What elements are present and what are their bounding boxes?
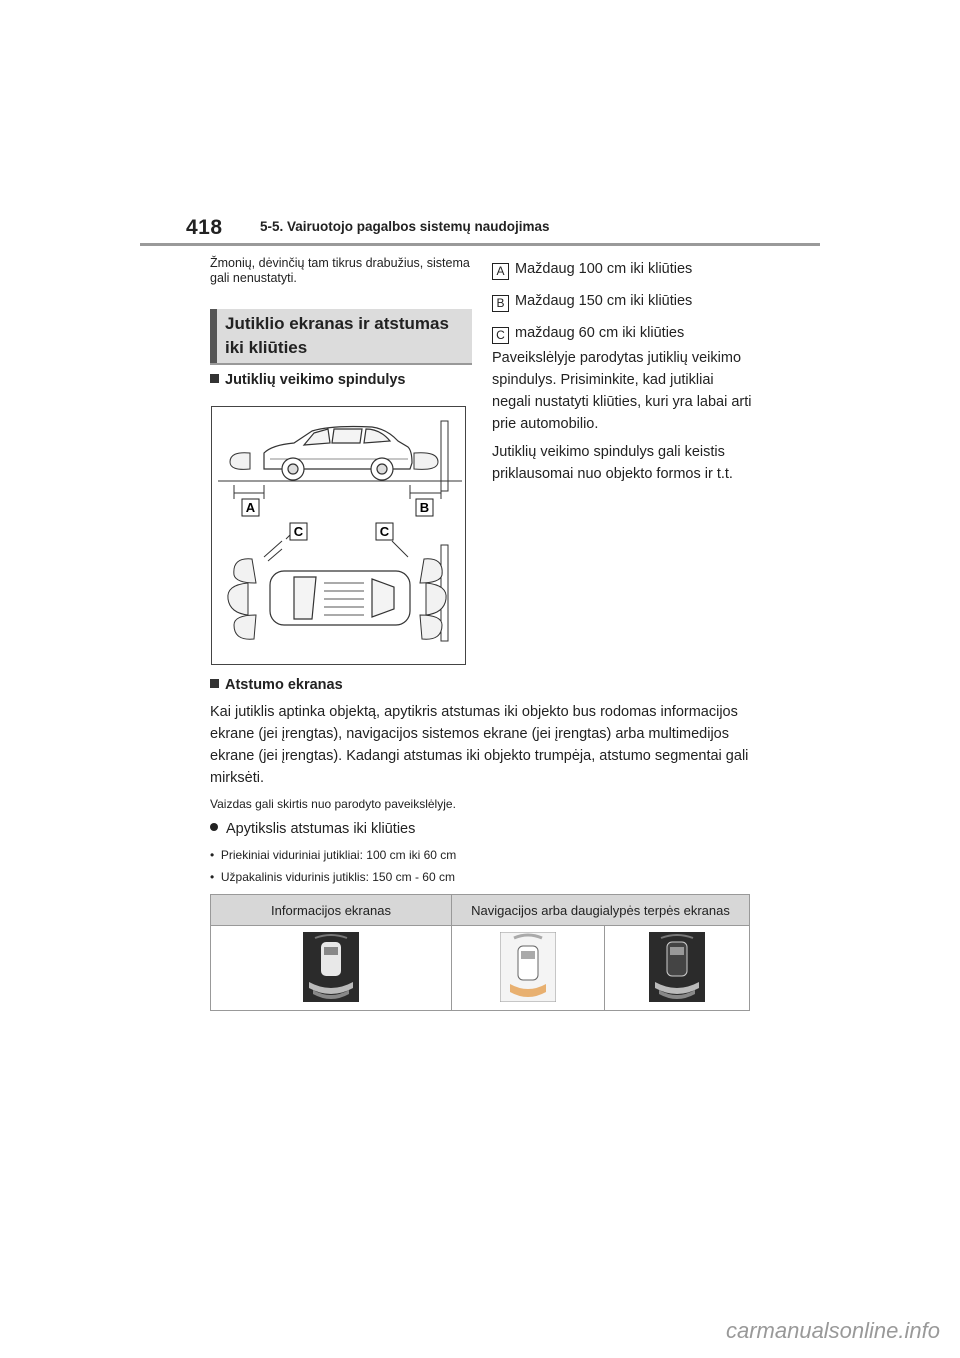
distance-subhead (210, 677, 343, 693)
distance-subhead-text: Atstumo ekranas (225, 677, 343, 693)
nav-display-image-1 (500, 932, 556, 1002)
rear-sensor-lobe (230, 453, 250, 470)
chapter-title: 5-5. Vairuotojo pagalbos sistemų naudojimas (260, 219, 550, 234)
col-nav-display: Navigacijos arba daugialypės terpės ekranas (452, 895, 750, 926)
figure-label-c-left-text: C (293, 524, 304, 539)
range-variation-note: Jutiklių veikimo spindulys gali keistis priklausomai nuo objekto formos ir t.t. (492, 444, 733, 482)
clothing-note: Žmonių, dėvinčių tam tikrus drabužius, sistema gali nenustatyti. (210, 256, 470, 285)
rear-center-lobe (228, 583, 248, 615)
range-description: Paveikslėlyje parodytas jutiklių veikimo spindulys. Prisiminkite, kad jutikliai negali nustatyti kliūties, kuri yra labai arti prie automobilio. (492, 350, 752, 432)
sensor-range-figure (211, 406, 466, 665)
approx-distance-text: Apytikslis atstumas iki kliūties (226, 821, 416, 837)
nav-display-cell-2 (605, 926, 750, 1011)
sensor-range-diagram (212, 407, 465, 664)
legend-text-b: Maždaug 150 cm iki kliūties (515, 293, 693, 309)
info-display-image (303, 932, 359, 1002)
range-subhead-text: Jutiklių veikimo spindulys (225, 372, 406, 388)
section-heading (210, 309, 472, 363)
sub-bullet-rear-text: Užpakalinis vidurinis jutiklis: 150 cm - 60 cm (220, 870, 455, 884)
image-may-differ-note: Vaizdas gali skirtis nuo parodyto paveikslėlyje. (210, 797, 456, 811)
legend-item-a (492, 261, 692, 280)
dim-c-left-leader-2 (268, 549, 282, 561)
info-display-cell (211, 926, 452, 1011)
figure-label-b-text: B (419, 500, 430, 515)
sub-bullet-front-text: Priekiniai viduriniai jutikliai: 100 cm iki 60 cm (220, 848, 457, 862)
square-bullet-icon (210, 374, 219, 383)
col-info-display: Informacijos ekranas (211, 895, 452, 926)
legend-item-c (492, 325, 684, 344)
legend-text-c: maždaug 60 cm iki kliūties (515, 325, 685, 341)
figure-label-a-text: A (245, 500, 256, 515)
nav-display-cell-1 (452, 926, 605, 1011)
header-divider (140, 243, 820, 246)
legend-key-a: A (492, 263, 509, 280)
sub-bullet-rear (210, 870, 455, 884)
figure-label-b (416, 499, 433, 516)
legend-item-b (492, 293, 692, 312)
watermark: carmanualsonline.info (725, 1318, 940, 1343)
figure-label-c-left (290, 523, 307, 540)
section-heading-rule (210, 363, 472, 365)
page-number: 418 (186, 216, 223, 239)
car-side-view (264, 427, 412, 481)
legend-key-c: C (492, 327, 509, 344)
dim-c-left-leader (264, 541, 282, 557)
display-table (210, 894, 750, 1011)
front-left-corner-lobe (420, 559, 442, 583)
rear-left-corner-lobe (234, 559, 256, 583)
legend-text-a: Maždaug 100 cm iki kliūties (515, 261, 693, 277)
front-right-corner-lobe (420, 615, 442, 639)
display-table-header (211, 895, 750, 926)
figure-label-c-right-text: C (379, 524, 390, 539)
display-table-row (211, 926, 750, 1011)
section-heading-line-1: Jutiklio ekranas ir atstumas (225, 314, 449, 333)
dim-c-right-leader (392, 541, 408, 557)
section-heading-line-2: iki kliūties (225, 338, 308, 357)
round-bullet-icon (210, 823, 218, 831)
figure-label-c-right (376, 523, 393, 540)
legend-key-b: B (492, 295, 509, 312)
car-top-view (270, 571, 410, 625)
front-center-lobe (426, 583, 446, 615)
dot-marker: • (210, 870, 221, 884)
figure-label-a (242, 499, 259, 516)
sub-bullet-front (210, 848, 456, 862)
approx-distance-bullet (210, 821, 415, 837)
dot-marker: • (210, 848, 221, 862)
front-sensor-lobe (414, 453, 438, 470)
range-subhead (210, 372, 406, 388)
rear-right-corner-lobe (234, 615, 256, 639)
square-bullet-icon (210, 679, 219, 688)
nav-display-image-2 (649, 932, 705, 1002)
distance-body: Kai jutiklis aptinka objektą, apytikris atstumas iki objekto bus rodomas informacijos ekrane (jei įrengtas), navigacijos sistemos ekrane (jei įrengtas) arba multimedijos ekrane (jei įrengtas). Kadangi atstumas iki objekto trumpėja, atstumo segmentai gali mirksėti. (210, 704, 749, 786)
